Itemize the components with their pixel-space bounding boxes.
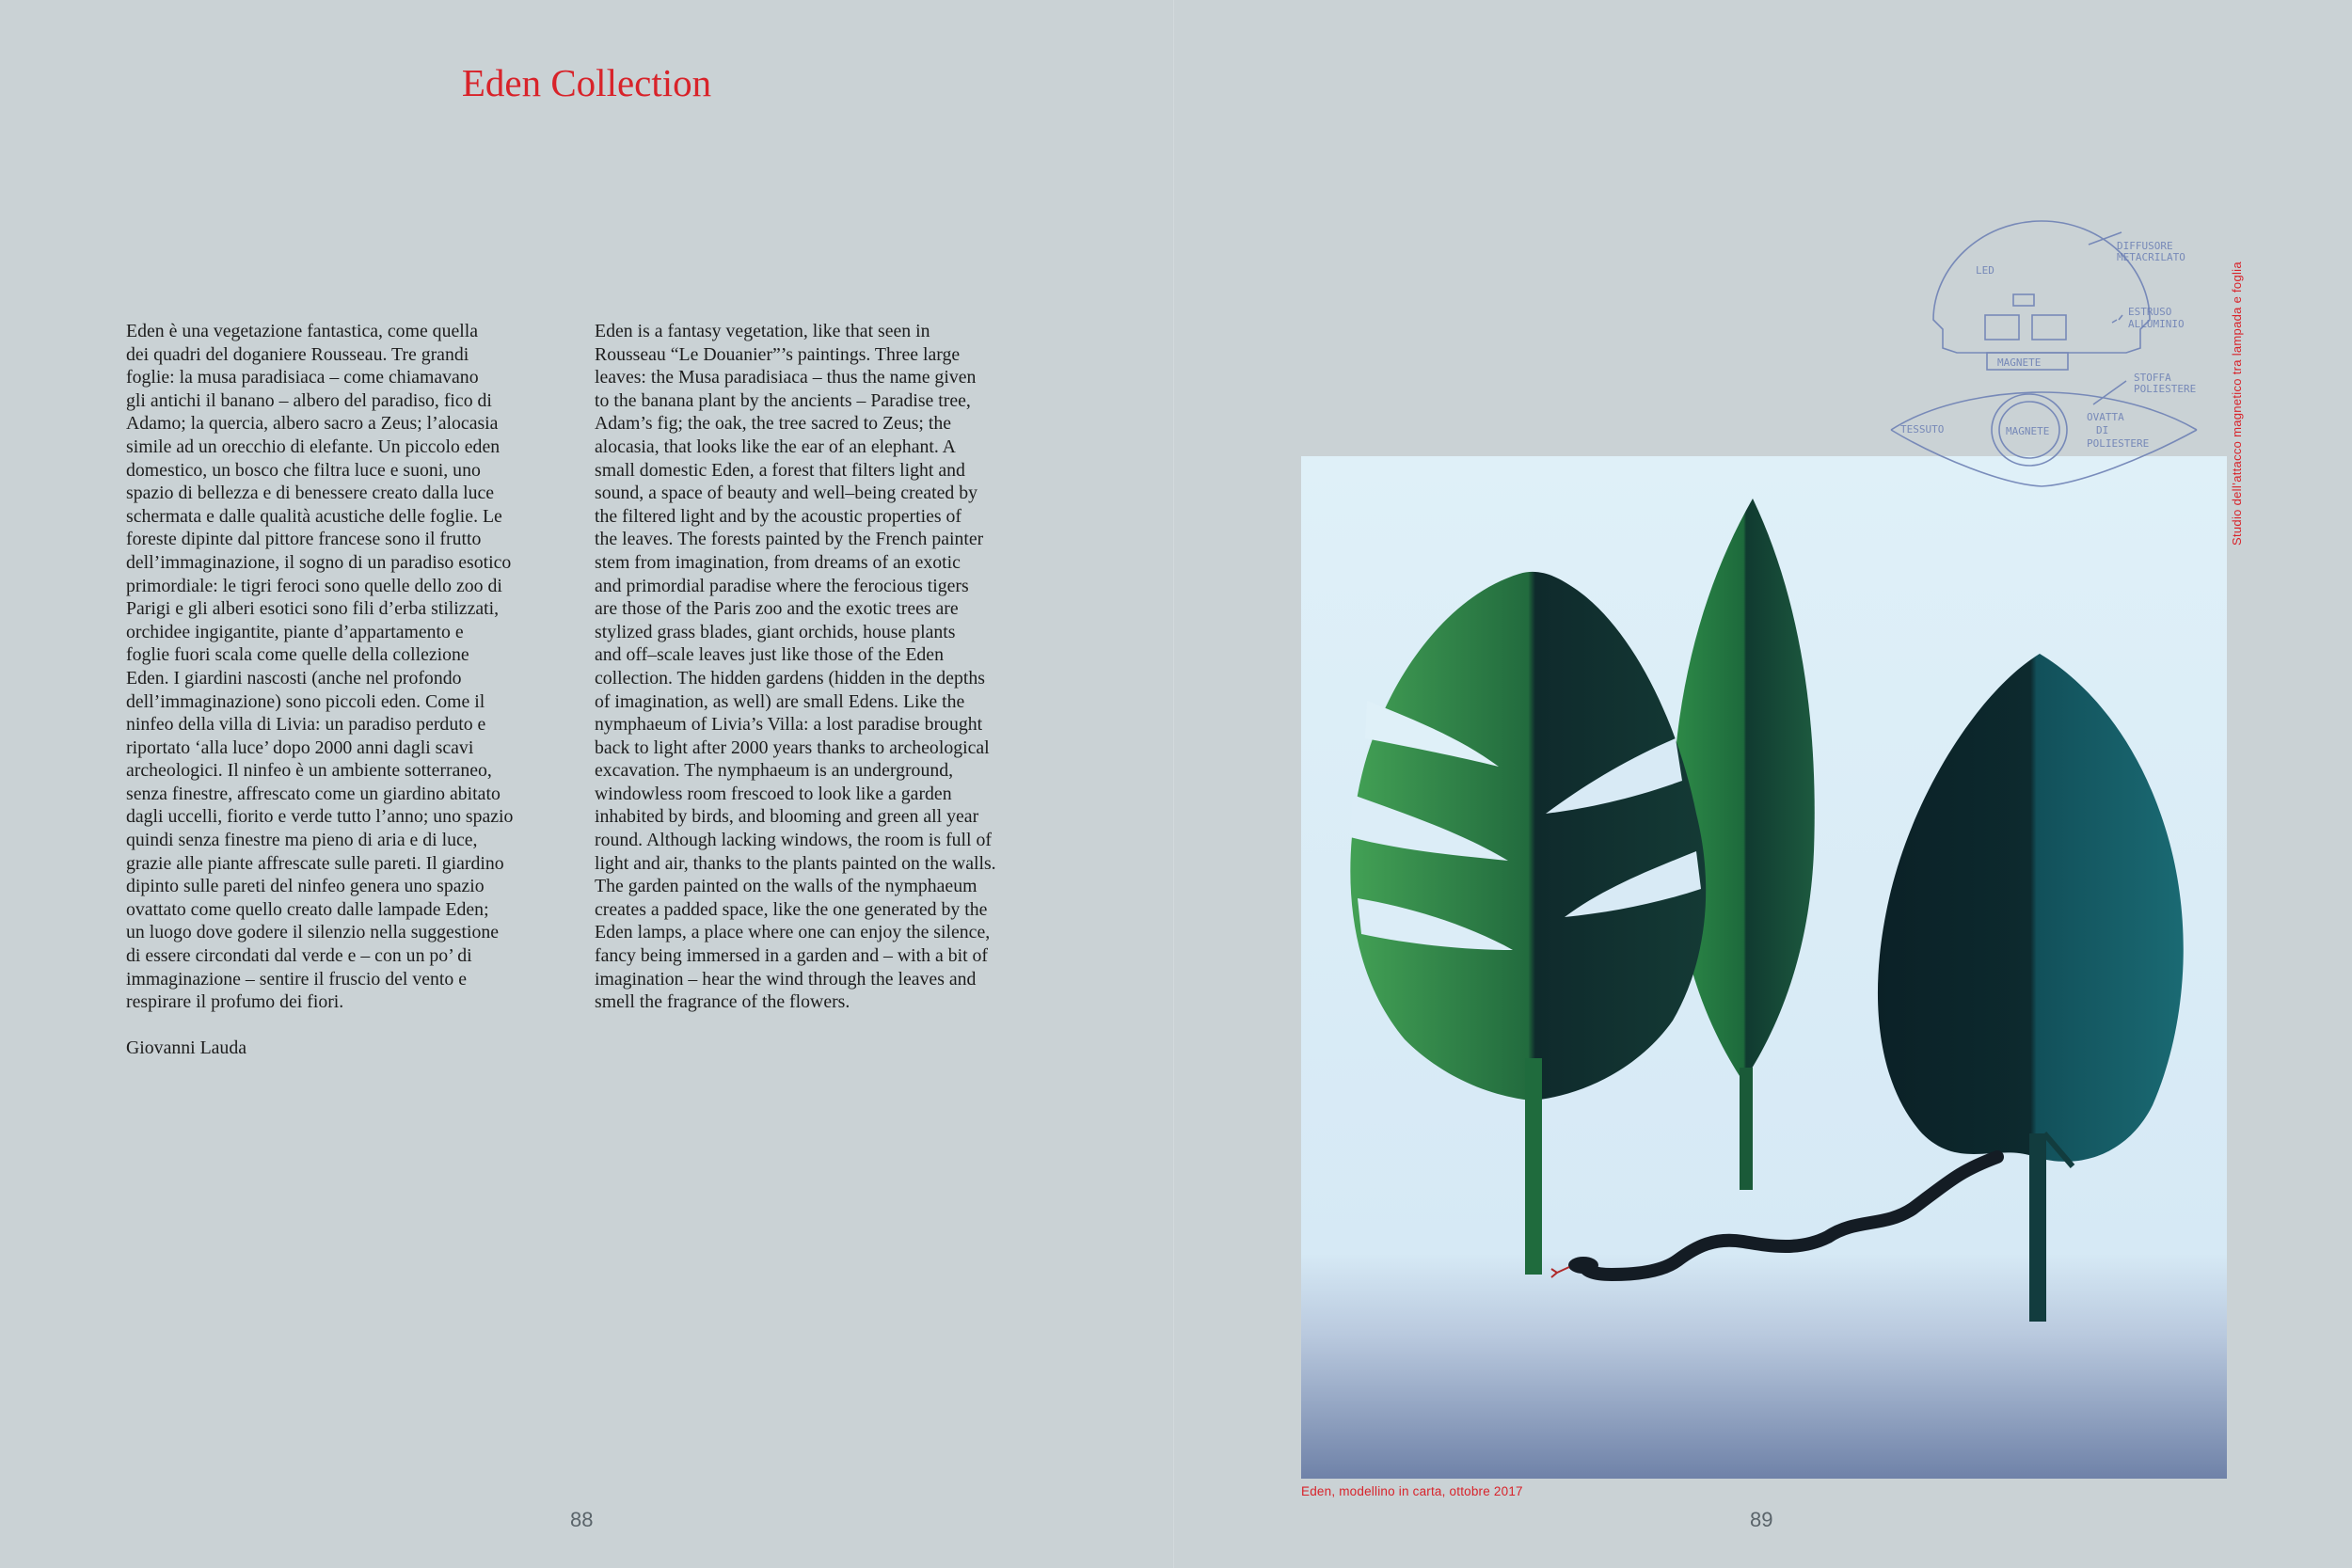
sketch-label-di: DI xyxy=(2096,424,2109,436)
page-title: Eden Collection xyxy=(461,61,712,104)
italian-line: dei quadri del doganiere Rousseau. Tre grandi xyxy=(126,343,469,365)
italian-line: riportato ‘alla luce’ dopo 2000 anni dagli scavi xyxy=(126,736,474,758)
english-line: to the banana plant by the ancients – Paradise tree, xyxy=(595,389,971,411)
italian-line: primordiale: le tigri feroci sono quelle dello zoo di xyxy=(126,575,502,596)
italian-line: foglie: la musa paradisiaca – come chiamavano xyxy=(126,367,479,388)
english-line: The garden painted on the walls of the nymphaeum xyxy=(595,876,977,897)
english-paragraph xyxy=(595,320,1065,1014)
english-text-column xyxy=(595,320,1065,1014)
english-line: round. Although lacking windows, the room is full of xyxy=(595,830,992,851)
english-line: Rousseau “Le Douanier”’s paintings. Three large xyxy=(595,343,961,365)
author-name: Giovanni Lauda xyxy=(126,1037,246,1058)
italian-line: ninfeo della villa di Livia: un paradiso perduto e xyxy=(126,714,486,736)
english-line: inhabited by birds, and blooming and green all year xyxy=(595,806,979,828)
italian-line: dagli uccelli, fiorito e verde tutto l’anno; uno spazio xyxy=(126,806,514,828)
italian-line: senza finestre, affrescato come un giardino abitato xyxy=(126,783,501,804)
italian-line: orchidee ingigantite, piante d’appartamento e xyxy=(126,621,464,642)
sketch-label-tessuto: TESSUTO xyxy=(1900,423,1945,436)
english-line: creates a padded space, like the one generated by the xyxy=(595,898,988,920)
italian-line: grazie alle piante affrescate sulle pareti. Il giardino xyxy=(126,852,504,874)
english-line: sound, a space of beauty and well–being created by xyxy=(595,483,978,504)
left-page xyxy=(0,0,1173,1568)
english-line: leaves: the Musa paradisiaca – thus the name given xyxy=(595,367,977,388)
lamp-magnet-sketch-drawing xyxy=(1882,212,2220,494)
italian-text-column xyxy=(126,320,601,1059)
english-line: the filtered light and by the acoustic properties of xyxy=(595,505,962,527)
sketch-label-metacrilato: METACRILATO xyxy=(2117,251,2185,263)
english-line: imagination – hear the wind through the leaves and xyxy=(595,968,977,990)
english-line: stylized grass blades, giant orchids, house plants xyxy=(595,621,956,642)
english-line: stem from imagination, from dreams of an exotic xyxy=(595,551,961,573)
italian-line: Adamo; la quercia, albero sacro a Zeus; l’alocasia xyxy=(126,413,499,435)
sketch-label-led: LED xyxy=(1976,264,1994,277)
italian-line: spazio di bellezza e di benessere creato dalla luce xyxy=(126,483,495,504)
english-line: Adam’s fig; the oak, the tree sacred to Zeus; the xyxy=(595,413,952,435)
english-line: of imagination, as well) are small Edens. Like the xyxy=(595,690,965,712)
italian-line: Eden. I giardini nascosti (anche nel profondo xyxy=(126,667,462,689)
italian-line: foglie fuori scala come quelle della collezione xyxy=(126,644,469,666)
english-line: alocasia, that looks like the ear of an elephant. A xyxy=(595,436,956,457)
italian-line: foreste dipinte dal pittore francese sono il frutto xyxy=(126,529,482,550)
italian-line: Eden è una vegetazione fantastica, come quella xyxy=(126,321,479,341)
sketch-label-alluminio: ALLUMINIO xyxy=(2128,318,2185,330)
italian-line: dell’immaginazione) sono piccoli eden. Come il xyxy=(126,690,485,712)
italian-line: un luogo dove godere il silenzio nella suggestione xyxy=(126,922,500,943)
italian-line: schermata e dalle qualità acustiche delle foglie. Le xyxy=(126,505,502,527)
italian-line: di essere circondati dal verde e – con un po’ di xyxy=(126,945,472,967)
italian-line: immaginazione – sentire il fruscio del vento e xyxy=(126,968,467,990)
english-line: smell the fragrance of the flowers. xyxy=(595,991,850,1013)
sketch-caption: Studio dell’attacco magnetico tra lampada e foglia xyxy=(2230,261,2244,546)
english-line: fancy being immersed in a garden and – with a bit of xyxy=(595,945,989,967)
english-line: windowless room frescoed to look like a garden xyxy=(595,783,952,804)
page-number-right: 89 xyxy=(1750,1508,1773,1531)
english-line: collection. The hidden gardens (hidden in the depths xyxy=(595,667,985,689)
english-line: the leaves. The forests painted by the French painter xyxy=(595,529,984,550)
sketch-label-diffusore: DIFFUSORE xyxy=(2117,240,2173,252)
english-line: Eden is a fantasy vegetation, like that seen in xyxy=(595,321,930,341)
italian-line: quindi senza finestre ma pieno di aria e di luce, xyxy=(126,830,478,851)
italian-line: archeologici. Il ninfeo è un ambiente sotterraneo, xyxy=(126,760,492,782)
sketch-label-magnete-top: MAGNETE xyxy=(1997,356,2042,369)
english-line: small domestic Eden, a forest that filters light and xyxy=(595,459,965,481)
italian-line: dipinto sulle pareti del ninfeo genera uno spazio xyxy=(126,876,485,897)
english-line: and off–scale leaves just like those of the Eden xyxy=(595,644,944,666)
italian-line: dell’immaginazione, il sogno di un paradiso esotico xyxy=(126,551,512,573)
sketch-label-poliestere-2: POLIESTERE xyxy=(2087,437,2150,450)
english-line: back to light after 2000 years thanks to archeological xyxy=(595,736,990,758)
italian-line: ovattato come quello creato dalle lampade Eden; xyxy=(126,898,489,920)
page-number-left: 88 xyxy=(570,1508,594,1531)
sketch-label-estruso: ESTRUSO xyxy=(2128,306,2172,318)
english-line: excavation. The nymphaeum is an underground, xyxy=(595,760,954,782)
english-line: are those of the Paris zoo and the exotic trees are xyxy=(595,598,959,620)
english-line: and primordial paradise where the ferocious tigers xyxy=(595,575,969,596)
italian-paragraph xyxy=(126,320,601,1014)
italian-line: simile ad un orecchio di elefante. Un piccolo eden xyxy=(126,436,501,457)
english-line: nymphaeum of Livia’s Villa: a lost paradise brought xyxy=(595,714,983,736)
photo-caption: Eden, modellino in carta, ottobre 2017 xyxy=(1301,1484,1523,1498)
italian-line: gli antichi il banano – albero del paradiso, fico di xyxy=(126,389,492,411)
paper-leaves-with-snake-image xyxy=(1301,456,2227,1479)
italian-line: domestico, un bosco che filtra luce e suoni, uno xyxy=(126,459,481,481)
english-line: light and air, thanks to the plants painted on the walls. xyxy=(595,852,996,874)
sketch-label-poliestere-1: POLIESTERE xyxy=(2134,383,2197,395)
sketch-label-magnete-bottom: MAGNETE xyxy=(2006,425,2050,437)
english-line: Eden lamps, a place where one can enjoy the silence, xyxy=(595,922,991,943)
sketch-label-ovatta: OVATTA xyxy=(2087,411,2124,423)
sketch-label-stoffa: STOFFA xyxy=(2134,372,2171,384)
italian-line: Parigi e gli alberi esotici sono fili d’erba stilizzati, xyxy=(126,598,500,620)
italian-line: respirare il profumo dei fiori. xyxy=(126,991,344,1013)
